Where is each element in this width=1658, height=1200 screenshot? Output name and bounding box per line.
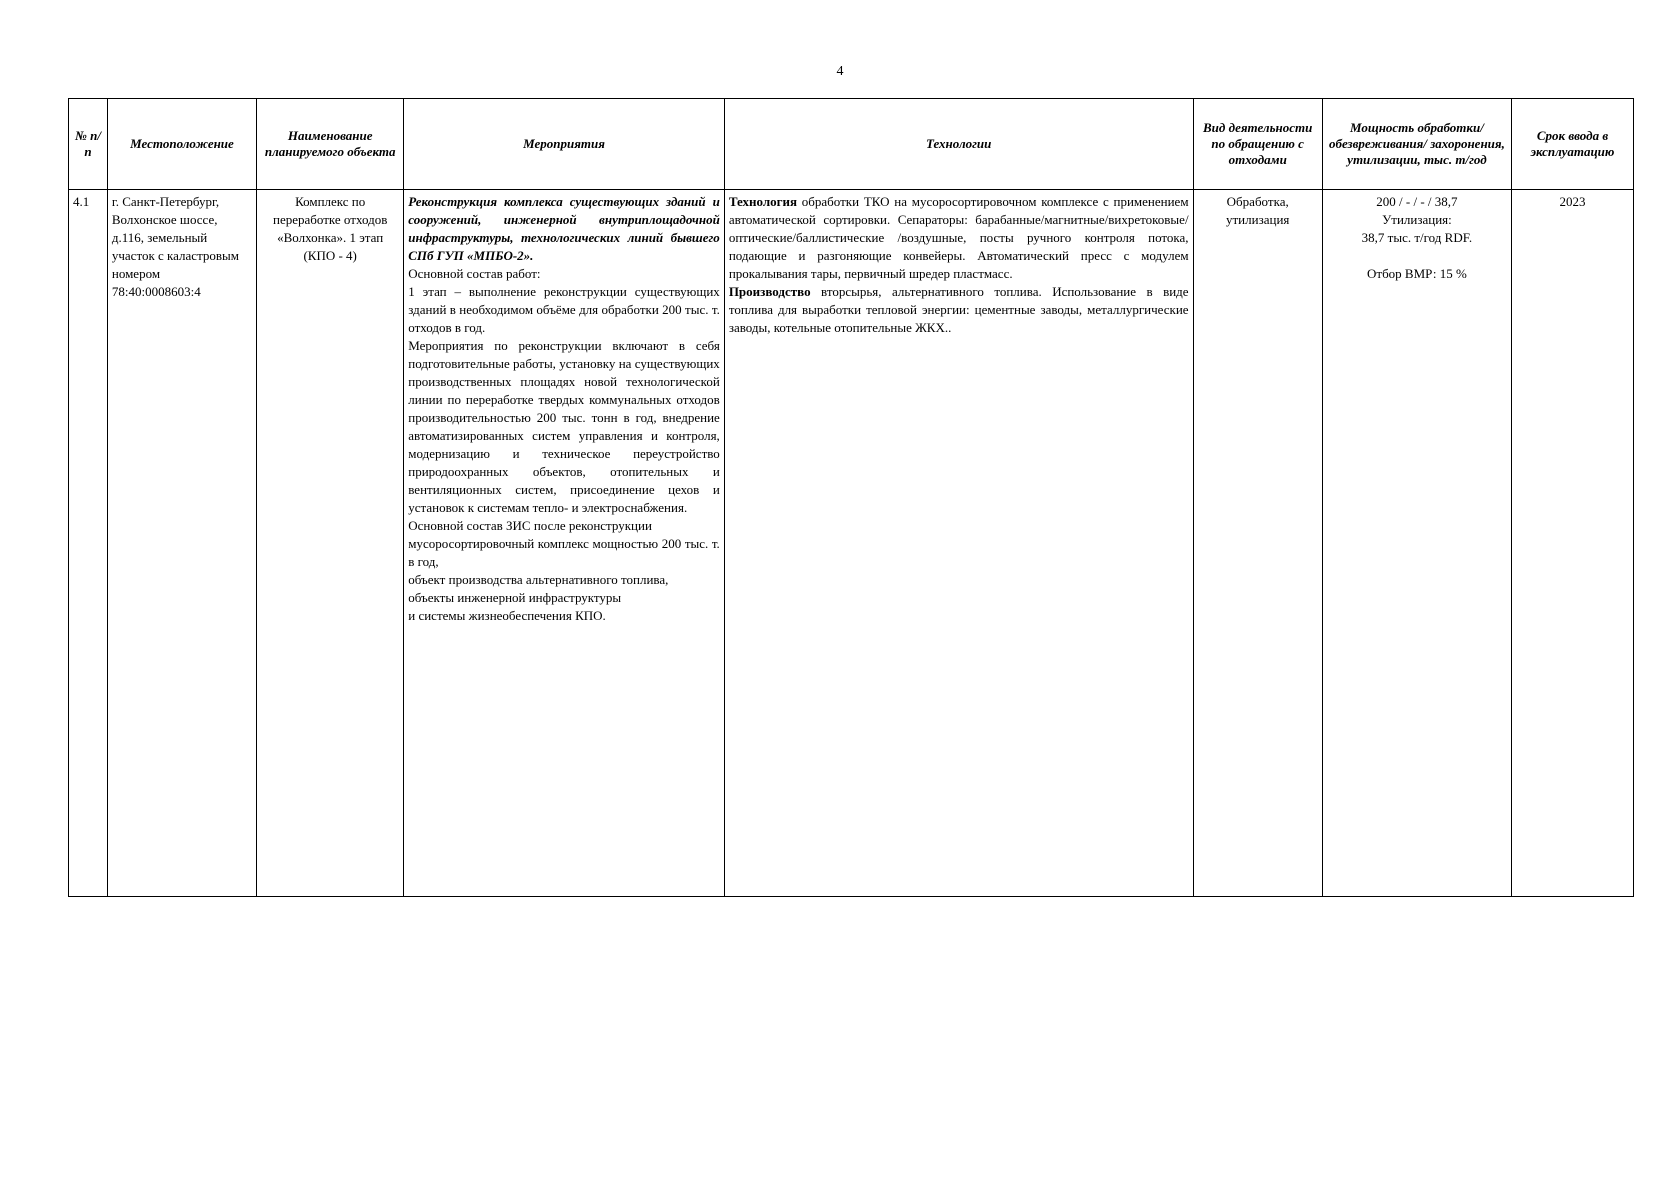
table-header-row [69, 99, 1634, 190]
measures-zis-item: мусоросортировочный комплекс мощностью 200 тыс. т. в год, [408, 536, 720, 569]
measures-zis-item: и системы жизнеобеспечения КПО. [408, 608, 606, 623]
cell-location: г. Санкт-Петербург, Волхонское шоссе, д.116, земельный участок с каластровым номером 78:40:0008603:4 [107, 190, 256, 897]
header-technologies: Технологии [724, 99, 1193, 190]
technologies-paragraph-2 [729, 283, 1189, 337]
capacity-util-label: Утилизация: [1382, 212, 1452, 227]
technologies-p1-text: обработки ТКО на мусоросортировочном комплексе с применением автоматической сортировки. Сепараторы: барабанные/магнитные/вихретоковые/оптические/баллистические /воздушные, посты ручного контроля потока, подающие и разгоняющие конвейеры. Автоматический пресс с модулем прокалывания тары, первичный шредер пластмасс. [728, 194, 1189, 281]
cell-object-name: Комплекс по переработке отходов «Волхонка». 1 этап (КПО - 4) [257, 190, 404, 897]
cell-technologies [724, 190, 1193, 897]
cell-commissioning: 2023 [1512, 190, 1634, 897]
facilities-table [68, 98, 1634, 897]
table-row [69, 190, 1634, 897]
header-num: № п/п [69, 99, 108, 190]
page-number: 4 [836, 64, 844, 79]
measures-composition-label: Основной состав работ: [408, 266, 541, 281]
cell-num: 4.1 [69, 190, 108, 897]
technologies-p1-lead: Технология [728, 194, 798, 209]
header-activity: Вид деятельности по обращению с отходами [1193, 99, 1322, 190]
technologies-p2-text: вторсырья, альтернативного топлива. Использование в виде топлива для выработки тепловой энергии: цементные заводы, металлургические заводы, котельные отопительные ЖКХ.. [728, 284, 1189, 335]
technologies-p2-lead: Производство [728, 284, 811, 299]
cell-measures [404, 190, 725, 897]
measures-zis-label: Основной состав ЗИС после реконструкции [408, 518, 652, 533]
measures-stage1: 1 этап – выполнение реконструкции существующих зданий в необходимом объёме для обработки 200 тыс. т. отходов в год. [408, 284, 720, 335]
header-measures: Мероприятия [404, 99, 725, 190]
measures-zis-item: объекты инженерной инфраструктуры [408, 590, 622, 605]
cell-activity: Обработка, утилизация [1193, 190, 1322, 897]
header-location: Местоположение [107, 99, 256, 190]
measures-title: Реконструкция комплекса существующих зданий и сооружений, инженерной внутриплощадочной инфраструктуры, технологических линий бывшего СПб ГУП «МПБО-2». [408, 194, 720, 263]
capacity-vmr: Отбор ВМР: 15 % [1367, 266, 1467, 281]
capacity-util-value: 38,7 тыс. т/год RDF. [1361, 230, 1473, 245]
cell-capacity [1322, 190, 1511, 897]
measures-reconstruction: Мероприятия по реконструкции включают в себя подготовительные работы, установку на существующих производственных площадях новой технологической линии по переработке твердых коммунальных отходов производительностью 200 тыс. тонн в год, внедрение автоматизированных систем управления и контроля, модернизацию и техническое переустройство природоохранных объектов, отопительных и вентиляционных систем, присоединение цехов и установок к системам тепло- и электроснабжения. [408, 338, 720, 515]
header-object-name: Наименование планируемого объекта [257, 99, 404, 190]
measures-zis-item: объект производства альтернативного топлива, [408, 572, 669, 587]
header-capacity: Мощность обработки/ обезвреживания/ захоронения, утилизации, тыс. т/год [1322, 99, 1511, 190]
header-commissioning: Срок ввода в эксплуатацию [1512, 99, 1634, 190]
technologies-paragraph-1 [729, 193, 1189, 283]
capacity-values: 200 / - / - / 38,7 [1376, 194, 1458, 209]
